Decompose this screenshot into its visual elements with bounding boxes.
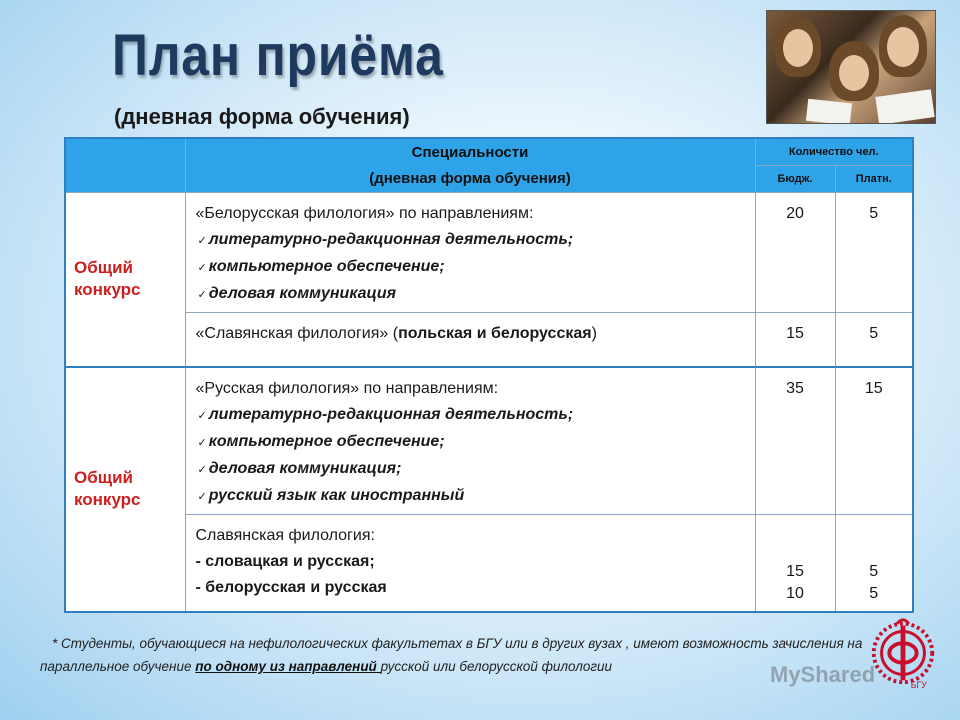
budget-count: 35 (755, 367, 835, 515)
direction-item: ✓ деловая коммуникация; (196, 456, 747, 483)
watermark-text: MyShared (770, 662, 876, 687)
specialty-belarusian-philology: «Белорусская филология» по направлениям: ✓ литературно-редакционная деятельность; ✓ компьютерное обеспечение; ✓ деловая коммуникация (185, 193, 755, 313)
footnote: * Студенты, обучающиеся на нефилологических факультетах в БГУ или в других вузах , имеют возможность зачисления на параллельное обучение по одному из направлений русской или белорусской филологии (40, 636, 863, 674)
paid-count: 5 (835, 313, 913, 367)
university-logo-icon (864, 612, 942, 690)
admission-table (64, 137, 914, 613)
group-label-1: Общий конкурс (65, 193, 185, 367)
direction-item: ✓ компьютерное обеспечение; (196, 429, 747, 456)
group-label-2: Общий конкурс (65, 367, 185, 613)
paid-count: 5 (835, 193, 913, 313)
budget-count: 15 (755, 313, 835, 367)
logo-text: БГУ (910, 680, 927, 690)
paid-count: 15 (835, 367, 913, 515)
direction-item: ✓ компьютерное обеспечение; (196, 254, 747, 281)
direction-item: ✓ литературно-редакционная деятельность; (196, 402, 747, 429)
page-subtitle: (дневная форма обучения) (114, 104, 410, 129)
specialty-slavic-philology-polish: «Славянская филология» (польская и белорусская) (185, 313, 755, 367)
header-specialties: Специальности (дневная форма обучения) (185, 138, 755, 193)
direction-item: ✓ деловая коммуникация (196, 281, 747, 308)
direction-item: ✓ русский язык как иностранный (196, 483, 747, 510)
budget-count: 20 (755, 193, 835, 313)
header-empty-cell (65, 138, 185, 193)
header-paid: Платн. (835, 166, 913, 193)
direction-item: - словацкая и русская; (195, 553, 375, 570)
specialty-slavic-philology-slovak: Славянская филология: - словацкая и русская; - белорусская и русская (185, 515, 755, 613)
header-budget: Бюдж. (755, 166, 835, 193)
paid-count: 5 5 (835, 515, 913, 613)
students-photo (766, 10, 936, 124)
budget-count: 15 10 (755, 515, 835, 613)
header-count: Количество чел. (755, 138, 913, 166)
direction-item: - белорусская и русская (195, 579, 387, 596)
direction-item: ✓ литературно-редакционная деятельность; (196, 227, 747, 254)
page-title: План приёма (112, 23, 444, 88)
specialty-russian-philology: «Русская филология» по направлениям: ✓ литературно-редакционная деятельность; ✓ компьютерное обеспечение; ✓ деловая коммуникация; ✓ русский язык как иностранный (185, 367, 755, 515)
